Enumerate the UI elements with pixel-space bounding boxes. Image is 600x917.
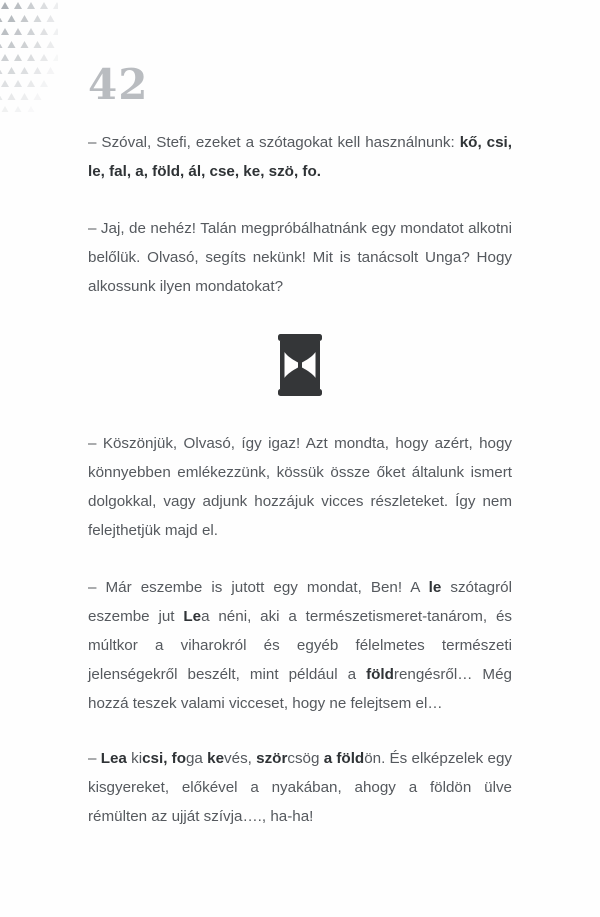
bold-syllable: ször	[256, 750, 288, 767]
bold-syllable: le	[428, 579, 442, 596]
paragraph-5	[88, 744, 512, 831]
text-run: – Köszönjük, Olvasó, így igaz! Azt mondta, hogy azért, hogy könnyebben emlékezzünk, kössük össze őket általunk ismert dolgokkal, vagy adjunk hozzájuk vicces részleteket. Így nem felejthetjük majd el.	[88, 435, 512, 539]
page-number: 42	[88, 60, 149, 109]
text-run: ga	[185, 750, 208, 767]
bold-syllable: kő, csi, le, fal, a, föld, ál, cse, ke, szö, fo.	[88, 134, 513, 180]
text-run: ön. És elképzelek egy kisgyereket, előkével a nyakában, ahogy a földön ülve rémülten az ujját szívja…., ha-ha!	[88, 750, 512, 825]
text-run: – Jaj, de nehéz! Talán megpróbálhatnánk egy mondatot alkotni belőlük. Olvasó, segíts nekünk! Mit is tanácsolt Unga? Hogy alkossunk ilyen mondatokat?	[88, 220, 512, 295]
paragraph-1	[88, 128, 512, 186]
text-run: rengésről… Még hozzá teszek valami vicceset, hogy ne felejtsem el…	[88, 666, 512, 712]
paragraph-2	[88, 214, 512, 301]
hourglass-icon	[276, 334, 324, 396]
body-text-column	[88, 128, 512, 831]
paragraph-3	[88, 429, 512, 545]
bold-syllable: Le	[183, 608, 202, 625]
bold-syllable: föld	[366, 666, 394, 683]
text-run: vés,	[224, 750, 257, 767]
text-run: a néni, aki a természetismeret-tanárom, és múltkor a viharokról és egyéb félelmetes természeti jelenségekről beszélt, mint például a	[88, 608, 512, 683]
bold-syllable: Lea	[100, 750, 127, 767]
bold-syllable: a föld	[323, 750, 365, 767]
text-run: – Szóval, Stefi, ezeket a szótagokat kell használnunk:	[88, 134, 460, 151]
text-run: – Már eszembe is jutott egy mondat, Ben! A	[88, 579, 429, 596]
section-divider	[88, 301, 512, 429]
paragraph-4	[88, 573, 512, 718]
text-run: –	[88, 750, 101, 767]
triangle-pattern-ornament	[0, 0, 58, 112]
text-run: csög	[287, 750, 324, 767]
text-run: ki	[126, 750, 143, 767]
bold-syllable: ke	[207, 750, 225, 767]
text-run: szótagról eszembe jut	[88, 579, 512, 625]
bold-syllable: csi, fo	[142, 750, 186, 767]
